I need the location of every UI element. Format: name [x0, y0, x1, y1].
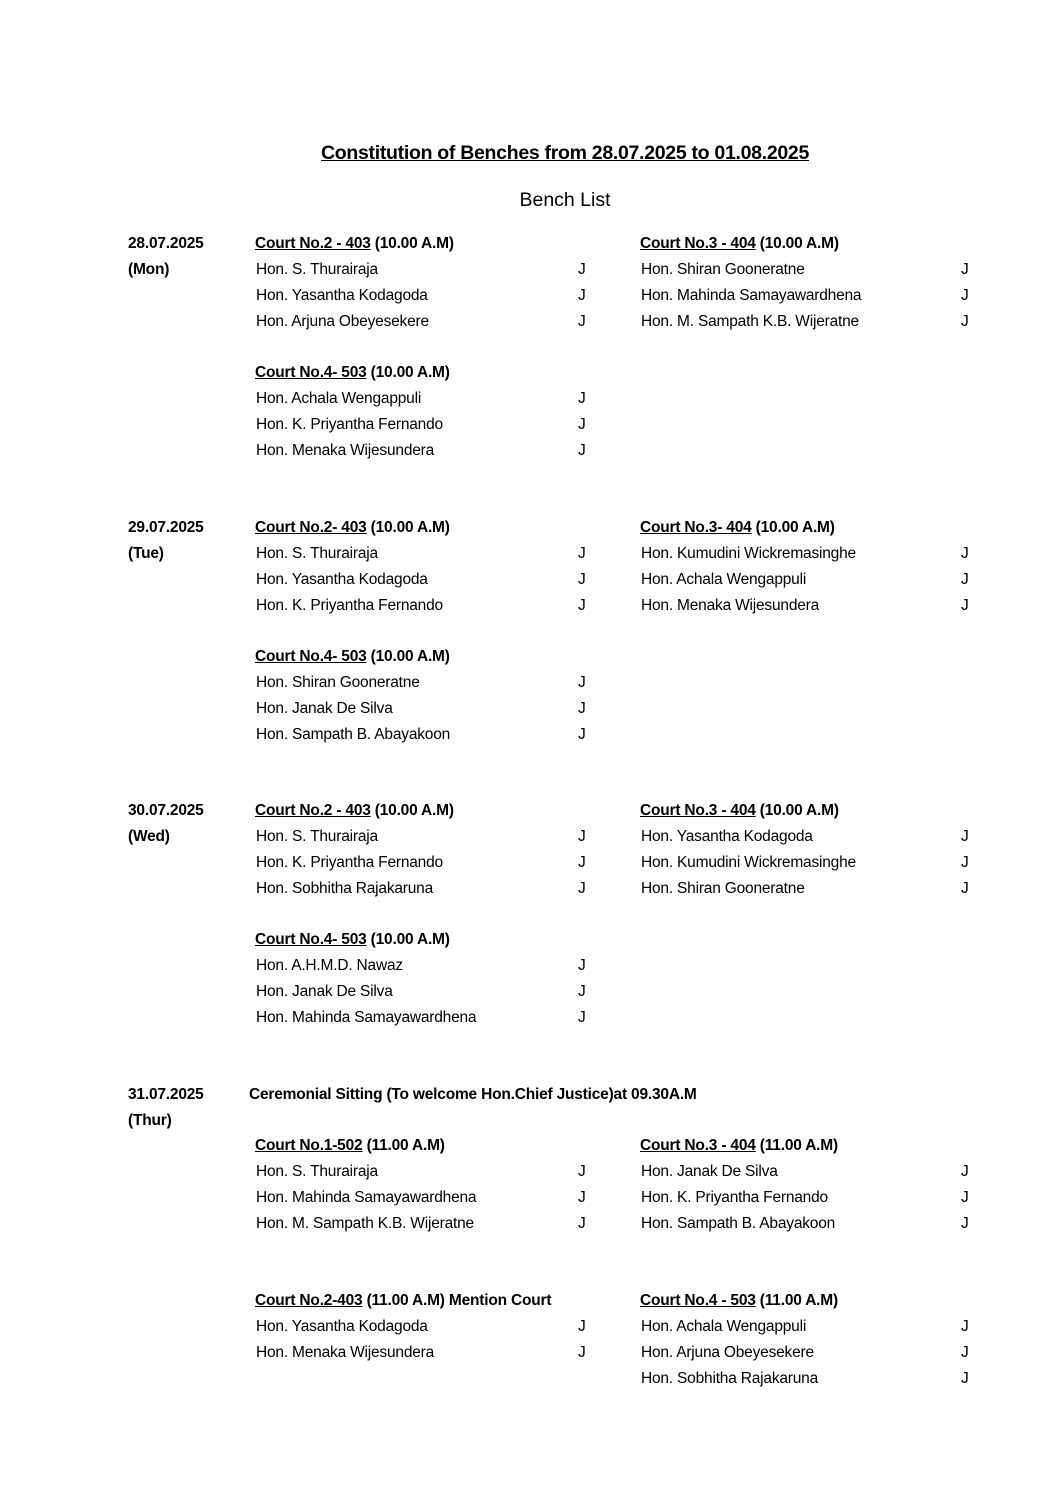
judge-name: Hon. K. Priyantha Fernando — [256, 597, 443, 614]
judge-name: Hon. Janak De Silva — [256, 983, 393, 1000]
judge-suffix: J — [961, 828, 969, 845]
judge-suffix: J — [961, 261, 969, 278]
judge-name: Hon. K. Priyantha Fernando — [256, 416, 443, 433]
judge-suffix: J — [578, 545, 586, 562]
judge-name: Hon. Arjuna Obeyesekere — [256, 313, 429, 330]
court-header — [255, 1288, 551, 1314]
court-time: (10.00 A.M) — [370, 931, 450, 948]
judge-name: Hon. K. Priyantha Fernando — [256, 854, 443, 871]
judge-name: Hon. Janak De Silva — [641, 1163, 778, 1180]
court-header — [640, 231, 839, 257]
court-header — [255, 360, 450, 386]
judge-suffix: J — [578, 726, 586, 743]
judge-name: Hon. A.H.M.D. Nawaz — [256, 957, 403, 974]
judge-name: Hon. Mahinda Samayawardhena — [641, 287, 862, 304]
judge-name: Hon. Menaka Wijesundera — [641, 597, 820, 614]
court-time: (10.00 A.M) — [374, 802, 454, 819]
judge-name: Hon. Mahinda Samayawardhena — [256, 1189, 477, 1206]
court-header — [255, 644, 450, 670]
day-weekday: (Thur) — [128, 1112, 172, 1129]
judge-suffix: J — [961, 880, 969, 897]
judge-name: Hon. Sampath B. Abayakoon — [641, 1215, 836, 1232]
court-header — [255, 231, 454, 257]
judge-name: Hon. K. Priyantha Fernando — [641, 1189, 828, 1206]
court-number: Court No.3 - 404 — [640, 802, 756, 819]
judge-suffix: J — [578, 957, 586, 974]
court-time: (11.00 A.M) — [759, 1292, 838, 1309]
court-header — [640, 1288, 838, 1314]
judge-suffix: J — [578, 261, 586, 278]
judge-suffix: J — [578, 854, 586, 871]
court-header — [640, 1133, 838, 1159]
judge-suffix: J — [961, 1163, 969, 1180]
judge-name: Hon. S. Thurairaja — [256, 545, 378, 562]
day-weekday: (Mon) — [128, 261, 170, 278]
court-time: (10.00 A.M) — [370, 648, 450, 665]
judge-name: Hon. S. Thurairaja — [256, 828, 378, 845]
judge-suffix: J — [578, 1344, 586, 1361]
court-time: (10.00 A.M) — [370, 519, 450, 536]
court-header — [255, 927, 450, 953]
court-time: (10.00 A.M) — [374, 235, 454, 252]
court-number: Court No.4- 503 — [255, 931, 367, 948]
judge-suffix: J — [578, 700, 586, 717]
judge-name: Hon. Shiran Gooneratne — [641, 261, 805, 278]
court-header — [255, 798, 454, 824]
judge-name: Hon. Sampath B. Abayakoon — [256, 726, 451, 743]
judge-name: Hon. Arjuna Obeyesekere — [641, 1344, 814, 1361]
judge-suffix: J — [578, 442, 586, 459]
judge-name: Hon. Achala Wengappuli — [641, 571, 807, 588]
judge-suffix: J — [578, 390, 586, 407]
court-time: (10.00 A.M) — [759, 802, 839, 819]
court-number: Court No.4 - 503 — [640, 1292, 756, 1309]
judge-name: Hon. Achala Wengappuli — [256, 390, 422, 407]
judge-suffix: J — [578, 313, 586, 330]
judge-name: Hon. M. Sampath K.B. Wijeratne — [641, 313, 859, 330]
judge-name: Hon. Shiran Gooneratne — [641, 880, 805, 897]
court-number: Court No.4- 503 — [255, 364, 367, 381]
day-date: 30.07.2025 — [128, 802, 204, 819]
court-number: Court No.3 - 404 — [640, 1137, 756, 1154]
judge-suffix: J — [578, 674, 586, 691]
judge-suffix: J — [961, 287, 969, 304]
judge-suffix: J — [961, 1318, 969, 1335]
judge-suffix: J — [961, 1344, 969, 1361]
document-title: Constitution of Benches from 28.07.2025 to 01.08.2025 — [320, 142, 810, 164]
judge-suffix: J — [961, 313, 969, 330]
court-number: Court No.2 - 403 — [255, 235, 371, 252]
day-date: 31.07.2025 — [128, 1086, 204, 1103]
court-time: (11.00 A.M) Mention Court — [366, 1292, 552, 1309]
day-weekday: (Wed) — [128, 828, 170, 845]
judge-name: Hon. Yasantha Kodagoda — [256, 1318, 428, 1335]
judge-name: Hon. Shiran Gooneratne — [256, 674, 420, 691]
judge-name: Hon. Kumudini Wickremasinghe — [641, 854, 856, 871]
ceremonial-note: Ceremonial Sitting (To welcome Hon.Chief Justice)at 09.30A.M — [249, 1086, 697, 1103]
court-number: Court No.3- 404 — [640, 519, 752, 536]
court-time: (10.00 A.M) — [759, 235, 839, 252]
judge-name: Hon. Yasantha Kodagoda — [256, 571, 428, 588]
judge-suffix: J — [961, 1370, 969, 1387]
judge-suffix: J — [961, 571, 969, 588]
court-header — [640, 798, 839, 824]
judge-name: Hon. Sobhitha Rajakaruna — [256, 880, 434, 897]
document-subtitle: Bench List — [519, 189, 611, 211]
judge-suffix: J — [578, 828, 586, 845]
judge-suffix: J — [961, 545, 969, 562]
judge-suffix: J — [578, 983, 586, 1000]
judge-name: Hon. Achala Wengappuli — [641, 1318, 807, 1335]
judge-suffix: J — [578, 1318, 586, 1335]
judge-name: Hon. Sobhitha Rajakaruna — [641, 1370, 819, 1387]
court-number: Court No.2- 403 — [255, 519, 367, 536]
judge-suffix: J — [578, 287, 586, 304]
court-number: Court No.3 - 404 — [640, 235, 756, 252]
judge-suffix: J — [578, 1163, 586, 1180]
court-number: Court No.2-403 — [255, 1292, 363, 1309]
judge-suffix: J — [578, 1189, 586, 1206]
judge-suffix: J — [961, 597, 969, 614]
court-time: (10.00 A.M) — [755, 519, 835, 536]
judge-suffix: J — [578, 597, 586, 614]
court-header — [255, 515, 450, 541]
judge-name: Hon. Kumudini Wickremasinghe — [641, 545, 856, 562]
judge-name: Hon. M. Sampath K.B. Wijeratne — [256, 1215, 474, 1232]
court-number: Court No.2 - 403 — [255, 802, 371, 819]
court-time: (11.00 A.M) — [759, 1137, 838, 1154]
judge-suffix: J — [578, 1009, 586, 1026]
judge-name: Hon. Menaka Wijesundera — [256, 442, 435, 459]
judge-name: Hon. Janak De Silva — [256, 700, 393, 717]
judge-name: Hon. Yasantha Kodagoda — [641, 828, 813, 845]
court-header — [255, 1133, 445, 1159]
judge-name: Hon. S. Thurairaja — [256, 1163, 378, 1180]
judge-suffix: J — [961, 1215, 969, 1232]
day-date: 29.07.2025 — [128, 519, 204, 536]
court-header — [640, 515, 835, 541]
court-number: Court No.4- 503 — [255, 648, 367, 665]
judge-name: Hon. Yasantha Kodagoda — [256, 287, 428, 304]
day-weekday: (Tue) — [128, 545, 164, 562]
judge-name: Hon. Menaka Wijesundera — [256, 1344, 435, 1361]
judge-name: Hon. S. Thurairaja — [256, 261, 378, 278]
judge-suffix: J — [578, 571, 586, 588]
court-time: (10.00 A.M) — [370, 364, 450, 381]
day-date: 28.07.2025 — [128, 235, 204, 252]
judge-suffix: J — [961, 1189, 969, 1206]
judge-suffix: J — [578, 1215, 586, 1232]
court-time: (11.00 A.M) — [366, 1137, 445, 1154]
judge-suffix: J — [578, 416, 586, 433]
court-number: Court No.1-502 — [255, 1137, 363, 1154]
judge-suffix: J — [578, 880, 586, 897]
judge-suffix: J — [961, 854, 969, 871]
judge-name: Hon. Mahinda Samayawardhena — [256, 1009, 477, 1026]
